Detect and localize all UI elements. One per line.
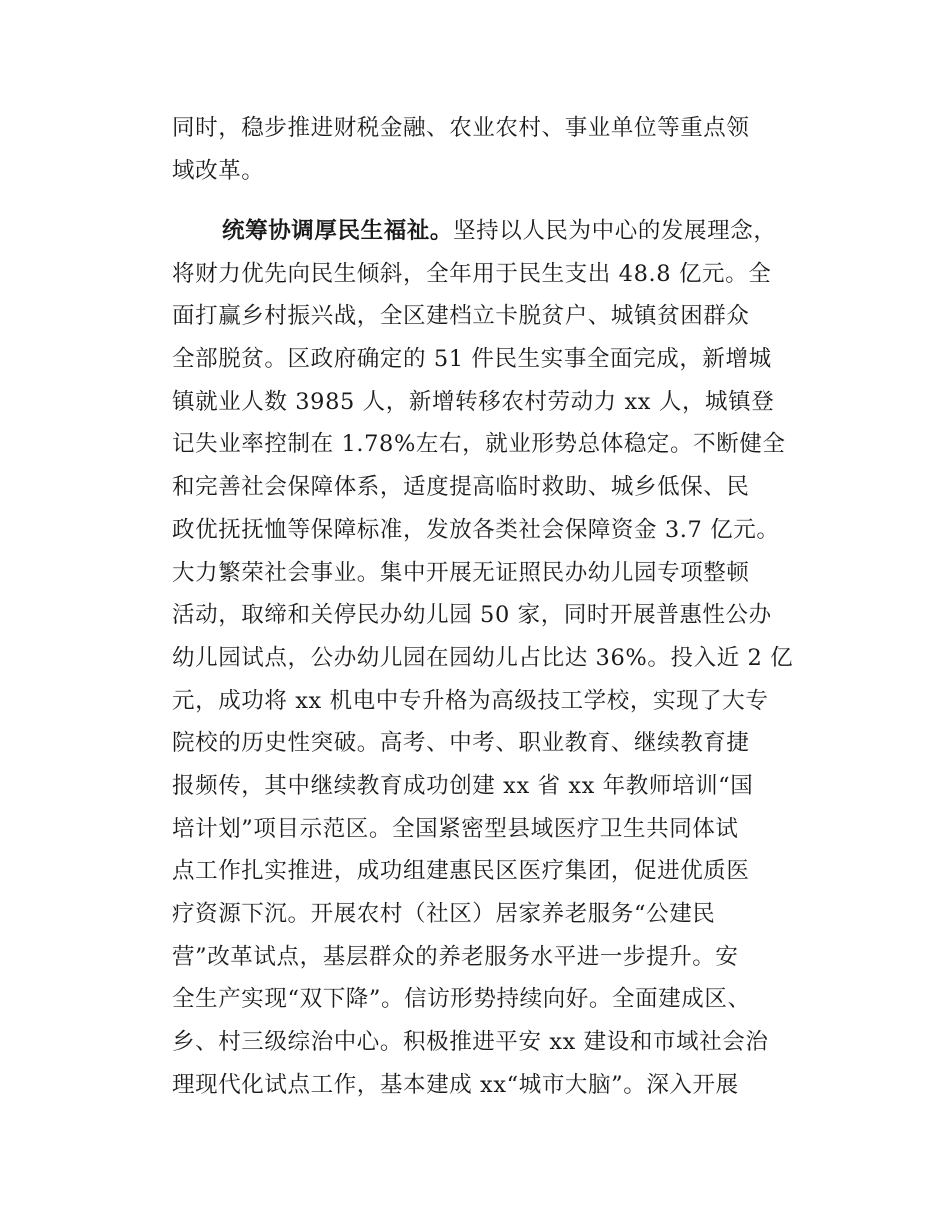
text-line: 营”改革试点，基层群众的养老服务水平进一步提升。安 bbox=[172, 943, 739, 970]
text-line: 全部脱贫。区政府确定的 51 件民生实事全面完成，新增城 bbox=[172, 346, 772, 373]
text-line: 将财力优先向民生倾斜，全年用于民生支出 48.8 亿元。全 bbox=[172, 260, 772, 287]
text-line: 记失业率控制在 1.78%左右，就业形势总体稳定。不断健全 bbox=[172, 431, 786, 458]
text-line: 培计划”项目示范区。全国紧密型县域医疗卫生共同体试 bbox=[172, 815, 739, 842]
text-line: 疗资源下沉。开展农村（社区）居家养老服务“公建民 bbox=[172, 901, 716, 927]
text-line: 镇就业人数 3985 人，新增转移农村劳动力 xx 人，城镇登 bbox=[172, 388, 775, 415]
text-line: 和完善社会保障体系，适度提高临时救助、城乡低保、民 bbox=[172, 474, 750, 501]
text-line: 理现代化试点工作，基本建成 xx“城市大脑”。深入开展 bbox=[172, 1071, 739, 1098]
text-line: 面打赢乡村振兴战，全区建档立卡脱贫户、城镇贫困群众 bbox=[172, 303, 750, 330]
text-line: 院校的历史性突破。高考、中考、职业教育、继续教育捷 bbox=[172, 730, 750, 757]
text-line: 同时，稳步推进财税金融、农业农村、事业单位等重点领 bbox=[172, 115, 750, 141]
text-line: 全生产实现“双下降”。信访形势持续向好。全面建成区、 bbox=[172, 986, 751, 1013]
paragraph-lead-heading: 统筹协调厚民生福祉。 bbox=[222, 218, 454, 244]
text-line-segment: 坚持以人民为中心的发展理念， bbox=[453, 218, 777, 244]
text-line: 幼儿园试点，公办幼儿园在园幼儿占比达 36%。投入近 2 亿 bbox=[172, 644, 794, 671]
text-line: 大力繁荣社会事业。集中开展无证照民办幼儿园专项整顿 bbox=[172, 559, 750, 586]
text-line: 元，成功将 xx 机电中专升格为高级技工学校，实现了大专 bbox=[172, 687, 769, 714]
text-line: 活动，取缔和关停民办幼儿园 50 家，同时开展普惠性公办 bbox=[172, 602, 772, 629]
paragraph-first-line bbox=[172, 210, 812, 253]
paragraph-reform bbox=[172, 107, 812, 192]
paragraph-livelihood bbox=[172, 210, 812, 1106]
text-line: 域改革。 bbox=[172, 157, 265, 184]
text-line: 政优抚抚恤等保障标准，发放各类社会保障资金 3.7 亿元。 bbox=[172, 516, 780, 543]
text-line: 报频传，其中继续教育成功创建 xx 省 xx 年教师培训“国 bbox=[172, 772, 754, 799]
text-line: 乡、村三级综治中心。积极推进平安 xx 建设和市域社会治 bbox=[172, 1029, 769, 1056]
text-line: 点工作扎实推进，成功组建惠民区医疗集团，促进优质医 bbox=[172, 858, 750, 885]
